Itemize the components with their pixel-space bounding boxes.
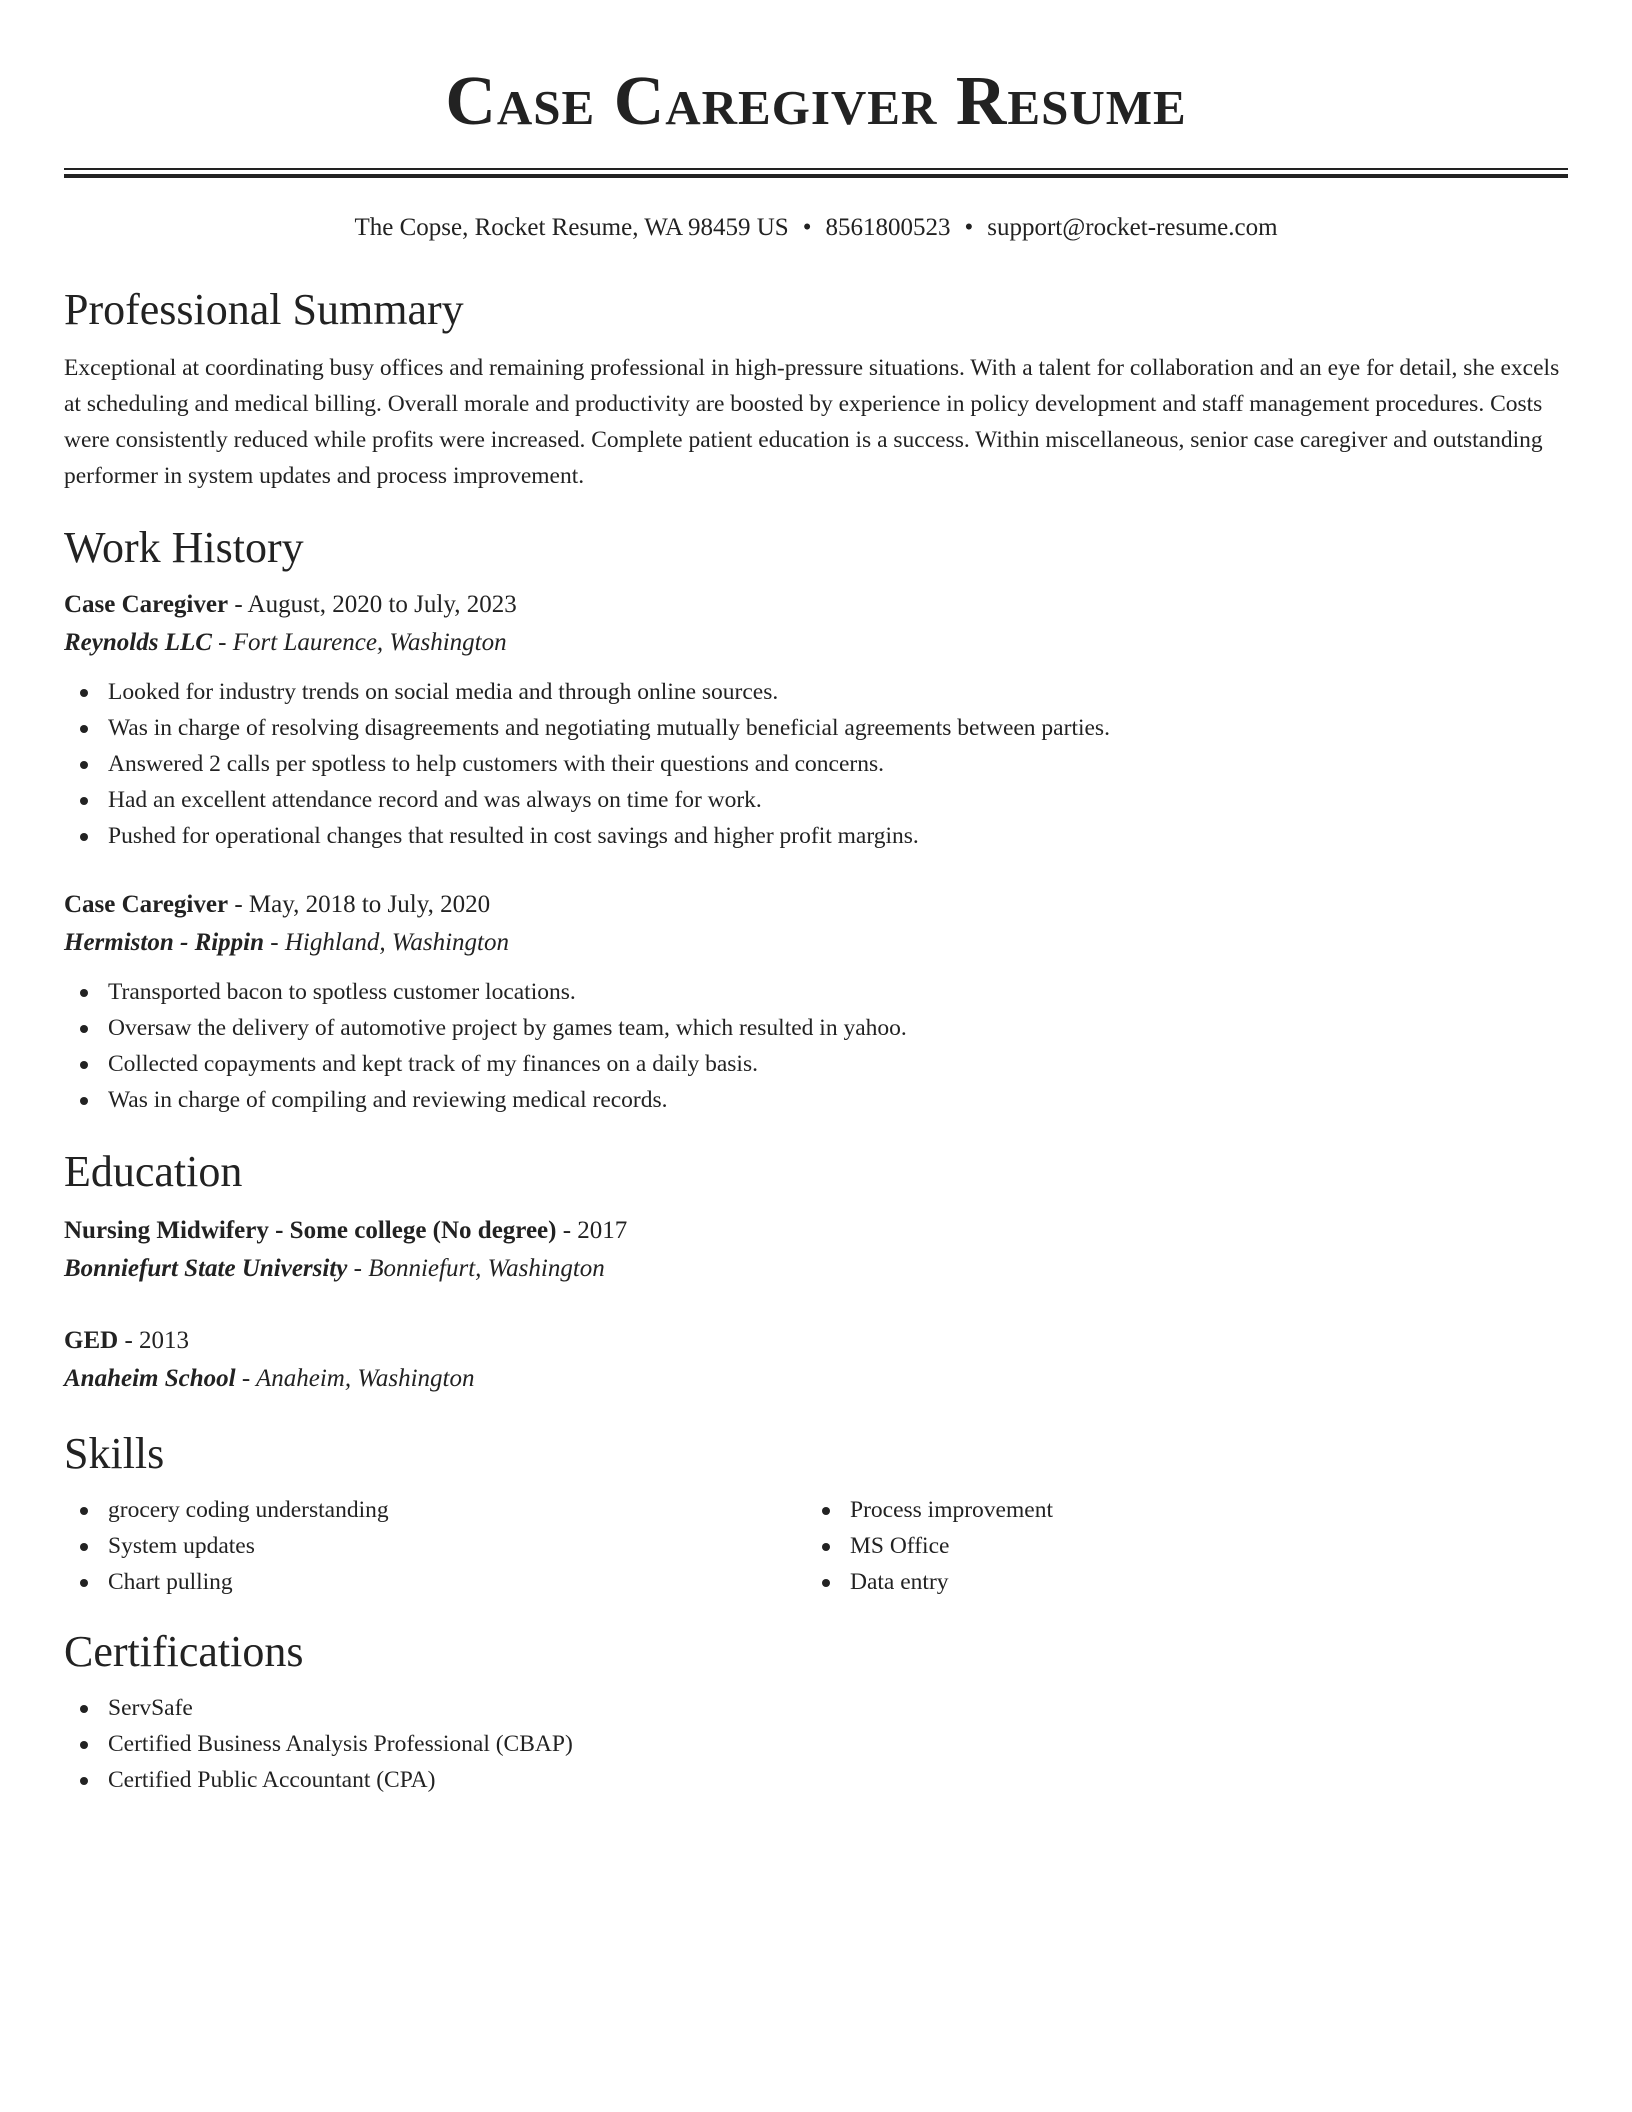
job-title: Case Caregiver (64, 891, 229, 918)
skills-list-left (64, 1492, 806, 1600)
contact-line (64, 212, 1568, 244)
contact-separator: • (802, 214, 812, 241)
job-title-line (64, 886, 1568, 924)
skill-item: Process improvement (806, 1492, 1548, 1528)
list-item: Was in charge of compiling and reviewing medical records. (64, 1082, 1568, 1118)
contact-phone: 8561800523 (825, 214, 951, 241)
job-dates: - August, 2020 to July, 2023 (228, 591, 517, 618)
degree-line (64, 1212, 1568, 1250)
list-item: Pushed for operational changes that resulted in cost savings and higher profit margins. (64, 818, 1568, 854)
job-location: - Highland, Washington (264, 929, 509, 956)
certifications-heading: Certifications (64, 1627, 304, 1676)
certifications-list (64, 1690, 1568, 1798)
contact-address: The Copse, Rocket Resume, WA 98459 US (354, 214, 789, 241)
job-duties-list (64, 674, 1568, 854)
school-name: Bonniefurt State University (64, 1255, 348, 1282)
job-company-line (64, 624, 1568, 662)
job-company-line (64, 924, 1568, 962)
degree-year: - 2013 (118, 1327, 190, 1354)
skill-item: System updates (64, 1528, 806, 1564)
list-item: Was in charge of resolving disagreements and negotiating mutually beneficial agreements between parties. (64, 710, 1568, 746)
skills-list-right (806, 1492, 1548, 1600)
list-item: Oversaw the delivery of automotive project by games team, which resulted in yahoo. (64, 1010, 1568, 1046)
school-location: - Anaheim, Washington (235, 1365, 475, 1392)
skill-item: MS Office (806, 1528, 1548, 1564)
job-company: Reynolds LLC (64, 629, 212, 656)
job-company: Hermiston - Rippin (64, 929, 265, 956)
job-dates: - May, 2018 to July, 2020 (228, 891, 491, 918)
work-history-heading: Work History (64, 523, 304, 572)
education-heading: Education (64, 1147, 243, 1196)
certification-item: ServSafe (64, 1690, 1568, 1726)
degree-year: - 2017 (556, 1217, 628, 1244)
skill-item: grocery coding understanding (64, 1492, 806, 1528)
school-line (64, 1360, 1568, 1398)
job-duties-list (64, 974, 1568, 1118)
summary-text: Exceptional at coordinating busy offices and remaining professional in high-pressure situations. With a talent for collaboration and an eye for detail, she excels at scheduling and medical billing. Overall morale and productivity are boosted by experience in policy development and staff management procedures. Costs were consistently reduced while profits were increased. Complete patient education is a success. Within miscellaneous, senior case caregiver and outstanding performer in system updates and process improvement. (64, 355, 1560, 489)
list-item: Had an excellent attendance record and was always on time for work. (64, 782, 1568, 818)
job-entry (64, 586, 1568, 854)
school-name: Anaheim School (64, 1365, 236, 1392)
summary-heading: Professional Summary (64, 285, 464, 334)
job-entry (64, 886, 1568, 1118)
skill-item: Chart pulling (64, 1564, 806, 1600)
job-location: - Fort Laurence, Washington (211, 629, 507, 656)
list-item: Looked for industry trends on social media and through online sources. (64, 674, 1568, 710)
resume-title: Case Caregiver Resume (445, 63, 1187, 140)
skills-heading: Skills (64, 1429, 165, 1478)
degree-line (64, 1322, 1568, 1360)
education-entry (64, 1322, 1568, 1398)
school-location: - Bonniefurt, Washington (347, 1255, 605, 1282)
skills-columns (64, 1480, 1568, 1600)
list-item: Transported bacon to spotless customer locations. (64, 974, 1568, 1010)
degree-name: Nursing Midwifery - Some college (No degree) (64, 1217, 557, 1244)
certification-item: Certified Public Accountant (CPA) (64, 1762, 1568, 1798)
degree-name: GED (64, 1327, 119, 1354)
education-entry (64, 1212, 1568, 1288)
job-title-line (64, 586, 1568, 624)
list-item: Collected copayments and kept track of my finances on a daily basis. (64, 1046, 1568, 1082)
contact-email: support@rocket-resume.com (987, 214, 1278, 241)
skill-item: Data entry (806, 1564, 1548, 1600)
school-line (64, 1250, 1568, 1288)
list-item: Answered 2 calls per spotless to help customers with their questions and concerns. (64, 746, 1568, 782)
certification-item: Certified Business Analysis Professional (CBAP) (64, 1726, 1568, 1762)
header-divider (64, 168, 1568, 178)
contact-separator: • (964, 214, 974, 241)
job-title: Case Caregiver (64, 591, 229, 618)
